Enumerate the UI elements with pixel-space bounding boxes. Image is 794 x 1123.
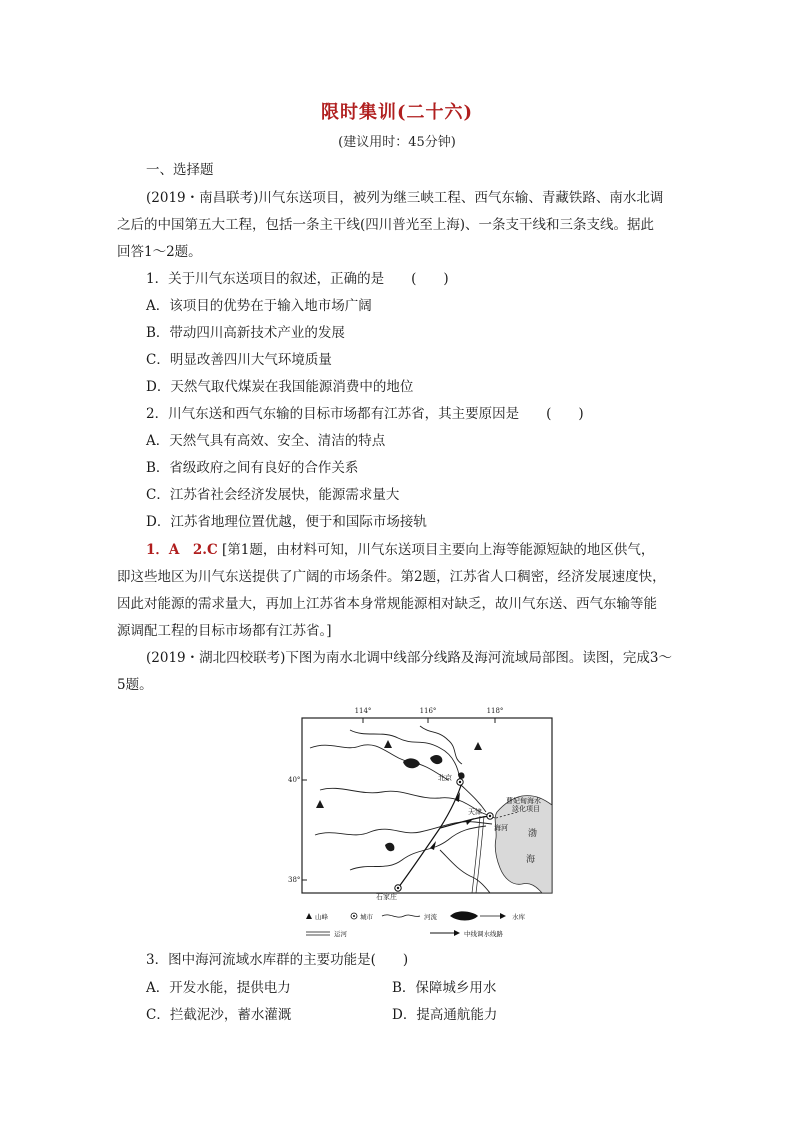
legend-canal: 运河	[334, 930, 347, 938]
legend-route: 中线调水线路	[464, 930, 503, 938]
q2-option-b: B．省级政府之间有良好的合作关系	[146, 460, 359, 476]
q1-option-b: B．带动四川高新技术产业的发展	[146, 325, 345, 341]
q1-stem: 1．关于川气东送项目的叙述，正确的是 ( )	[146, 271, 449, 287]
sea-label-hai: 海	[526, 855, 536, 865]
lat-label-40: 40°	[288, 776, 301, 784]
intro2-line-2: 5题。	[117, 677, 153, 693]
project-label-1: 曹妃甸海水	[506, 797, 541, 805]
q2-option-c: C．江苏省社会经济发展快，能源需求量大	[146, 487, 400, 503]
legend-river: 河流	[424, 913, 437, 921]
legend-peak: 山峰	[315, 913, 328, 921]
q3-option-c: C．拦截泥沙，蓄水灌溉	[146, 1007, 292, 1023]
map-legend	[306, 911, 526, 938]
answer-line-2: 即这些地区为川气东送提供了广阔的市场条件。第2题，江苏省人口稠密，经济发展速度快，	[117, 569, 666, 585]
legend-city: 城市	[360, 913, 373, 921]
q3-option-d: D．提高通航能力	[392, 1007, 498, 1023]
answer-line-3: 因此对能源的需求量大，再加上江苏省本身常规能源相对缺乏，故川气东送、西气东输等能	[117, 596, 657, 612]
q3-option-a: A．开发水能，提供电力	[146, 980, 291, 996]
haihe-basin-map	[290, 700, 555, 945]
q1-option-a: A．该项目的优势在于输入地市场广阔	[146, 298, 372, 314]
answer-line-4: 源调配工程的目标市场都有江苏省。]	[117, 623, 332, 639]
legend-reservoir: 水库	[512, 913, 525, 921]
city-label-beijing: 北京	[438, 774, 452, 782]
city-label-shijiazhuang: 石家庄	[376, 893, 397, 901]
city-label-tianjin: 天津	[468, 808, 482, 816]
answer-line-1: [第1题，由材料可知，川气东送项目主要向上海等能源短缺的地区供气，	[222, 542, 655, 558]
q2-option-d: D．江苏省地理位置优越，便于和国际市场接轨	[146, 514, 427, 530]
page-title: 限时集训(二十六)	[320, 102, 474, 123]
q3-stem: 3．图中海河流域水库群的主要功能是( )	[146, 952, 409, 968]
intro2-line-1: (2019・湖北四校联考)下图为南水北调中线部分线路及海河流域局部图。读图，完成3～	[146, 650, 672, 666]
q3-option-b: B．保障城乡用水	[392, 980, 497, 996]
haihe-label: 海河	[494, 824, 508, 832]
lat-label-38: 38°	[288, 876, 301, 884]
lon-label-118: 118°	[486, 707, 504, 715]
q2-stem: 2．川气东送和西气东输的目标市场都有江苏省，其主要原因是 ( )	[146, 406, 584, 422]
q2-option-a: A．天然气具有高效、安全、清洁的特点	[146, 433, 386, 449]
intro1-line-1: (2019・南昌联考)川气东送项目，被列为继三峡工程、西气东输、青藏铁路、南水北调	[146, 190, 664, 206]
sea-label-bo: 渤	[528, 829, 538, 839]
intro1-line-3: 回答1～2题。	[117, 244, 202, 260]
answer-1-2	[146, 540, 654, 560]
lon-label-116: 116°	[419, 707, 437, 715]
section-heading: 一、选择题	[146, 162, 214, 178]
lon-label-114: 114°	[354, 707, 372, 715]
q1-option-d: D．天然气取代煤炭在我国能源消费中的地位	[146, 379, 414, 395]
q1-option-c: C．明显改善四川大气环境质量	[146, 352, 332, 368]
answer-key: 1．A 2.C	[146, 542, 218, 558]
intro1-line-2: 之后的中国第五大工程，包括一条主干线(四川普光至上海)、一条支干线和三条支线。据此	[117, 217, 655, 233]
project-label-2: 淡化项目	[512, 805, 540, 813]
time-hint: (建议用时：45分钟)	[338, 135, 456, 150]
